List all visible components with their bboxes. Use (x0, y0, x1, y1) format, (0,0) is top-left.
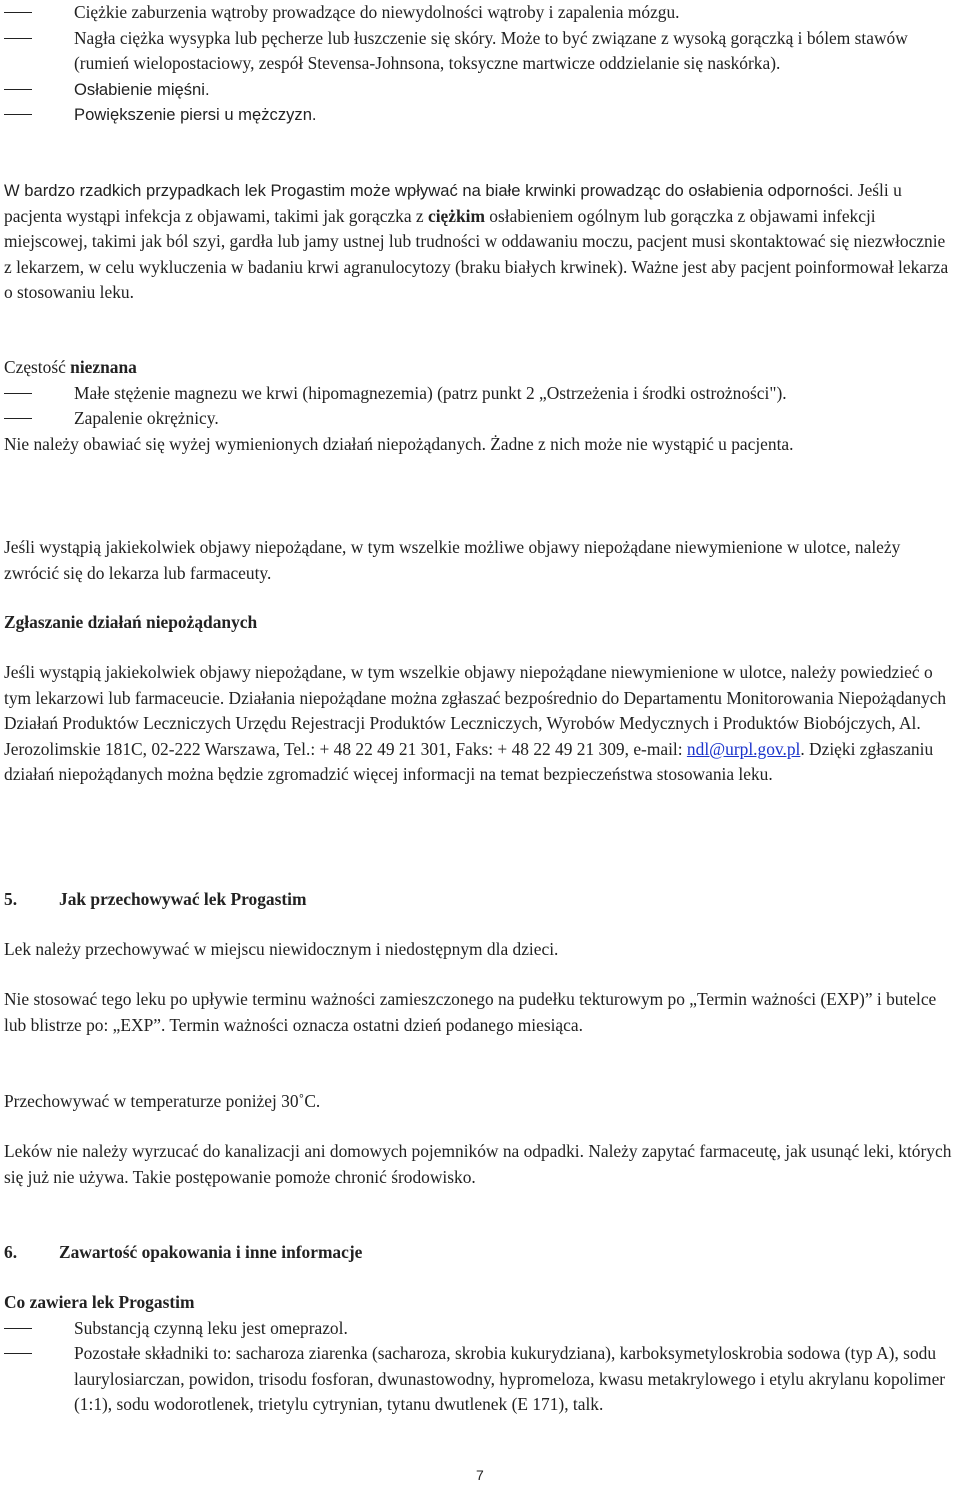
list-item: Ciężkie zaburzenia wątroby prowadzące do niewydolności wątroby i zapalenia mózgu. (4, 0, 956, 26)
list-item: Pozostałe składniki to: sacharoza ziarenka (sacharoza, skrobia kukurydziana), karboksymetyloskrobia sodowa (typ A), sodu laurylosiarczan, powidon, trisodu fosforan, dwunastowodny, hypromeloza, kwasu metakrylowego i etylu akrylanu kopolimer (1:1), sodu wodorotlenek, trietylu cytrynian, tytanu dwutlenek (E 171), talk. (4, 1341, 956, 1418)
list-item: Osłabienie mięśni. (4, 77, 956, 103)
email-link[interactable]: ndl@urpl.gov.pl (686, 738, 801, 759)
section-6-heading: 6. Zawartość opakowania i inne informacje (4, 1242, 363, 1262)
frequency-label: Częstość nieznana (4, 357, 137, 377)
frequency-note: Nie należy obawiać się wyżej wymienionych działań niepożądanych. Żadne z nich może nie wystąpić u pacjenta. (4, 433, 794, 454)
section-5-paragraph: Przechowywać w temperaturze poniżej 30˚C. (4, 1091, 321, 1111)
list-item: Małe stężenie magnezu we krwi (hipomagnezemia) (patrz punkt 2 „Ostrzeżenia i środki ostrożności"). (4, 381, 956, 407)
section-5-paragraph: Leków nie należy wyrzucać do kanalizacji ani domowych pojemników na odpadki. Należy zapytać farmaceutę, jak usunąć leki, których się już nie używa. Takie postępowanie pomoże chronić środowisko. (4, 1141, 952, 1187)
leukocytes-paragraph: W bardzo rzadkich przypadkach lek Progastim może wpływać na białe krwinki prowadząc do osłabienia odporności. Jeśli u pacjenta wystąpi infekcja z objawami, takimi jak gorączka z ciężkim osłabieniem ogólnym lub gorączka z objawami infekcji miejscowej, takimi jak ból szyi, gardła lub jamy ustnej lub trudności w oddawaniu moczu, pacjent musi skontaktować się niezwłocznie z lekarzem, w celu wykluczenia w badaniu krwi agranulocytozy (braku białych krwinek). Ważne jest aby pacjent poinformował lekarza o stosowaniu leku. (4, 180, 949, 302)
reporting-paragraph: Jeśli wystąpią jakiekolwiek objawy niepożądane, w tym wszelkie objawy niepożądane niewymienione w ulotce, należy powiedzieć o tym lekarzowi lub farmaceucie. Działania niepożądane można zgłaszać bezpośrednio do Departamentu Monitorowania Niepożądanych Działań Produktów Leczniczych Urzędu Rejestracji Produktów Leczniczych, Wyrobów Medycznych i Produktów Biobójczych, Al. Jerozolimskie 181C, 02-222 Warszawa, Tel.: + 48 22 49 21 301, Faks: + 48 22 49 21 309, e-mail: ndl@urpl.gov.pl. Dzięki zgłaszaniu działań niepożądanych można będzie zgromadzić więcej informacji na temat bezpieczeństwa stosowania leku. (4, 662, 947, 784)
section-5-paragraph: Nie stosować tego leku po upływie terminu ważności zamieszczonego na pudełku tekturowym po „Termin ważności (EXP)” i butelce lub blistrze po: „EXP”. Termin ważności oznacza ostatni dzień podanego miesiąca. (4, 989, 937, 1035)
section-5-paragraph: Lek należy przechowywać w miejscu niewidocznym i niedostępnym dla dzieci. (4, 939, 559, 959)
composition-subheading: Co zawiera lek Progastim (4, 1292, 195, 1312)
list-item: Nagła ciężka wysypka lub pęcherze lub łuszczenie się skóry. Może to być związane z wysoką gorączką i bólem stawów (rumień wielopostaciowy, zespół Stevensa-Johnsona, toksyczne martwicze oddzielanie się naskórka). (4, 26, 956, 77)
list-item: Substancją czynną leku jest omeprazol. (4, 1316, 956, 1342)
list-item: Zapalenie okrężnicy. (4, 406, 956, 432)
composition-block (4, 1290, 956, 1418)
frequency-unknown-block (4, 355, 956, 457)
any-effects-paragraph: Jeśli wystąpią jakiekolwiek objawy niepożądane, w tym wszelkie możliwe objawy niepożądane niewymienione w ulotce, należy zwrócić się do lekarza lub farmaceuty. (4, 537, 901, 583)
page-number: 7 (476, 1467, 484, 1483)
reporting-heading: Zgłaszanie działań niepożądanych (4, 612, 258, 632)
list-item: Powiększenie piersi u mężczyzn. (4, 102, 956, 128)
section-5-heading: 5. Jak przechowywać lek Progastim (4, 889, 307, 909)
adverse-effects-list (4, 0, 956, 128)
